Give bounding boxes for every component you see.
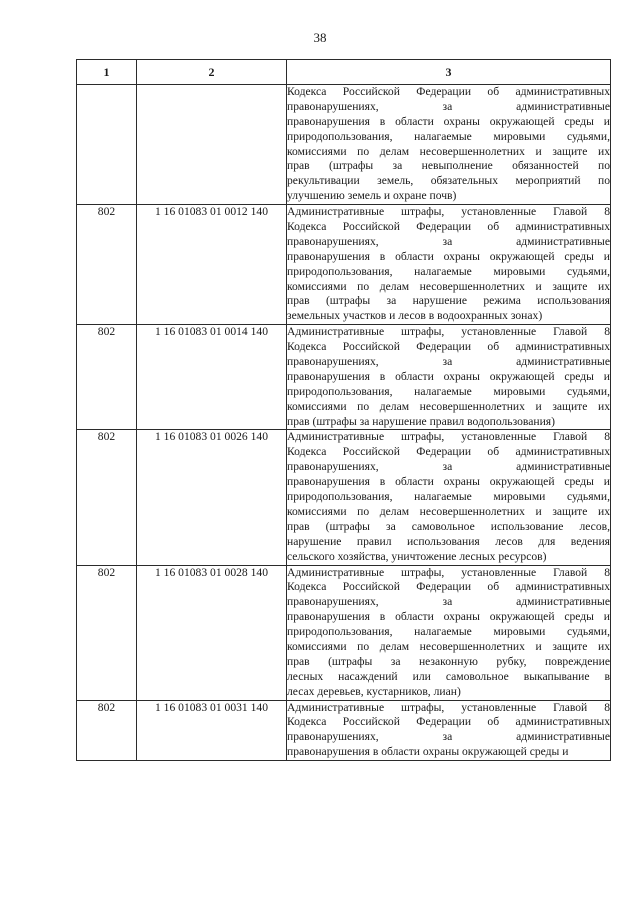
description-line-part: правонарушениях, [287, 99, 379, 113]
description-line: природопользования, налагаемые мировыми судьями, [287, 625, 610, 639]
description-line: прав (штрафы за незаконную рубку, повреждение [287, 654, 610, 668]
description-line-part: административные [516, 234, 610, 248]
description-line: Административные штрафы, установленные Главой 8 [287, 430, 610, 444]
budget-code-cell [137, 85, 287, 205]
description-line: комиссиями по делам несовершеннолетних и защите их [287, 399, 610, 413]
description-line: Административные штрафы, установленные Главой 8 [287, 205, 610, 219]
description-line: прав (штрафы за нарушение правил водопользования) [287, 414, 555, 428]
admin-code-cell: 802 [77, 565, 137, 700]
budget-code-cell: 1 16 01083 01 0014 140 [137, 325, 287, 430]
admin-code-cell: 802 [77, 325, 137, 430]
description-line: Кодекса Российской Федерации об административных [287, 580, 610, 594]
description-cell [287, 325, 611, 430]
description-line: Административные штрафы, установленные Главой 8 [287, 325, 610, 339]
description-cell [287, 205, 611, 325]
description-line: прав (штрафы за невыполнение обязанностей по [287, 159, 610, 173]
description-line-part: правонарушениях, [287, 730, 379, 744]
description-line: природопользования, налагаемые мировыми судьями, [287, 129, 610, 143]
budget-classification-table [76, 59, 611, 761]
table-row [77, 565, 611, 700]
page-number: 38 [313, 30, 327, 45]
table-row [77, 205, 611, 325]
description-line-part: за [442, 460, 453, 474]
description-cell [287, 565, 611, 700]
description-line: прав (штрафы за нарушение режима использования [287, 294, 610, 308]
description-line [287, 730, 610, 745]
description-line-part: административные [516, 730, 610, 744]
description-line-part: правонарушениях, [287, 595, 379, 609]
description-line-part: административные [516, 99, 610, 113]
table-header-row [77, 60, 611, 85]
description-line: нарушение правил использования лесов для ведения [287, 534, 610, 548]
description-line-part: административные [516, 460, 610, 474]
description-line: Кодекса Российской Федерации об административных [287, 340, 610, 354]
admin-code-cell: 802 [77, 700, 137, 761]
description-line: рекультивации земель, обязательных мероприятий по [287, 174, 610, 188]
description-line: комиссиями по делам несовершеннолетних и защите их [287, 639, 610, 653]
column-header-3: 3 [287, 60, 611, 85]
description-line: улучшению земель и охране почв) [287, 189, 457, 203]
description-line [287, 100, 610, 115]
description-cell [287, 85, 611, 205]
description-line: лесных насаждений или самовольное выкапывание в [287, 669, 610, 683]
admin-code-cell [77, 85, 137, 205]
description-cell [287, 430, 611, 565]
description-line: прав (штрафы за самовольное использование лесов, [287, 519, 610, 533]
description-line-part: правонарушениях, [287, 234, 379, 248]
table-row [77, 700, 611, 761]
description-line [287, 460, 610, 475]
description-line: правонарушения в области охраны окружающей среды и [287, 249, 610, 263]
description-line: комиссиями по делам несовершеннолетних и защите их [287, 504, 610, 518]
description-line: Административные штрафы, установленные Главой 8 [287, 565, 610, 579]
admin-code-cell: 802 [77, 205, 137, 325]
description-line: природопользования, налагаемые мировыми судьями, [287, 384, 610, 398]
description-line: комиссиями по делам несовершеннолетних и защите их [287, 279, 610, 293]
description-line: Кодекса Российской Федерации об административных [287, 85, 610, 98]
table-row [77, 325, 611, 430]
description-line: правонарушения в области охраны окружающей среды и [287, 610, 610, 624]
description-line: земельных участков и лесов в водоохранных зонах) [287, 309, 543, 323]
description-line: Кодекса Российской Федерации об административных [287, 445, 610, 459]
description-line: правонарушения в области охраны окружающей среды и [287, 745, 569, 759]
description-line-part: административные [516, 355, 610, 369]
description-line-part: правонарушениях, [287, 460, 379, 474]
description-line-part: за [442, 595, 453, 609]
admin-code-cell: 802 [77, 430, 137, 565]
description-line-part: за [442, 355, 453, 369]
table-row [77, 430, 611, 565]
description-line [287, 355, 610, 370]
description-line: правонарушения в области охраны окружающей среды и [287, 475, 610, 489]
description-line [287, 595, 610, 610]
description-line-part: административные [516, 595, 610, 609]
description-line: Кодекса Российской Федерации об административных [287, 220, 610, 234]
column-header-2: 2 [137, 60, 287, 85]
description-line: природопользования, налагаемые мировыми судьями, [287, 264, 610, 278]
description-line: сельского хозяйства, уничтожение лесных ресурсов) [287, 549, 547, 563]
budget-code-cell: 1 16 01083 01 0028 140 [137, 565, 287, 700]
description-line: комиссиями по делам несовершеннолетних и защите их [287, 144, 610, 158]
description-line-part: за [442, 234, 453, 248]
description-cell [287, 700, 611, 761]
budget-code-cell: 1 16 01083 01 0026 140 [137, 430, 287, 565]
budget-code-cell: 1 16 01083 01 0012 140 [137, 205, 287, 325]
description-line-part: за [442, 730, 453, 744]
budget-code-cell: 1 16 01083 01 0031 140 [137, 700, 287, 761]
column-header-1: 1 [77, 60, 137, 85]
description-line: природопользования, налагаемые мировыми судьями, [287, 490, 610, 504]
description-line-part: правонарушениях, [287, 355, 379, 369]
description-line: правонарушения в области охраны окружающей среды и [287, 114, 610, 128]
description-line: лесах деревьев, кустарников, лиан) [287, 684, 461, 698]
description-line-part: за [442, 99, 453, 113]
description-line: правонарушения в области охраны окружающей среды и [287, 369, 610, 383]
description-line: Кодекса Российской Федерации об административных [287, 715, 610, 729]
table-row [77, 85, 611, 205]
description-line: Административные штрафы, установленные Главой 8 [287, 700, 610, 714]
description-line [287, 235, 610, 250]
